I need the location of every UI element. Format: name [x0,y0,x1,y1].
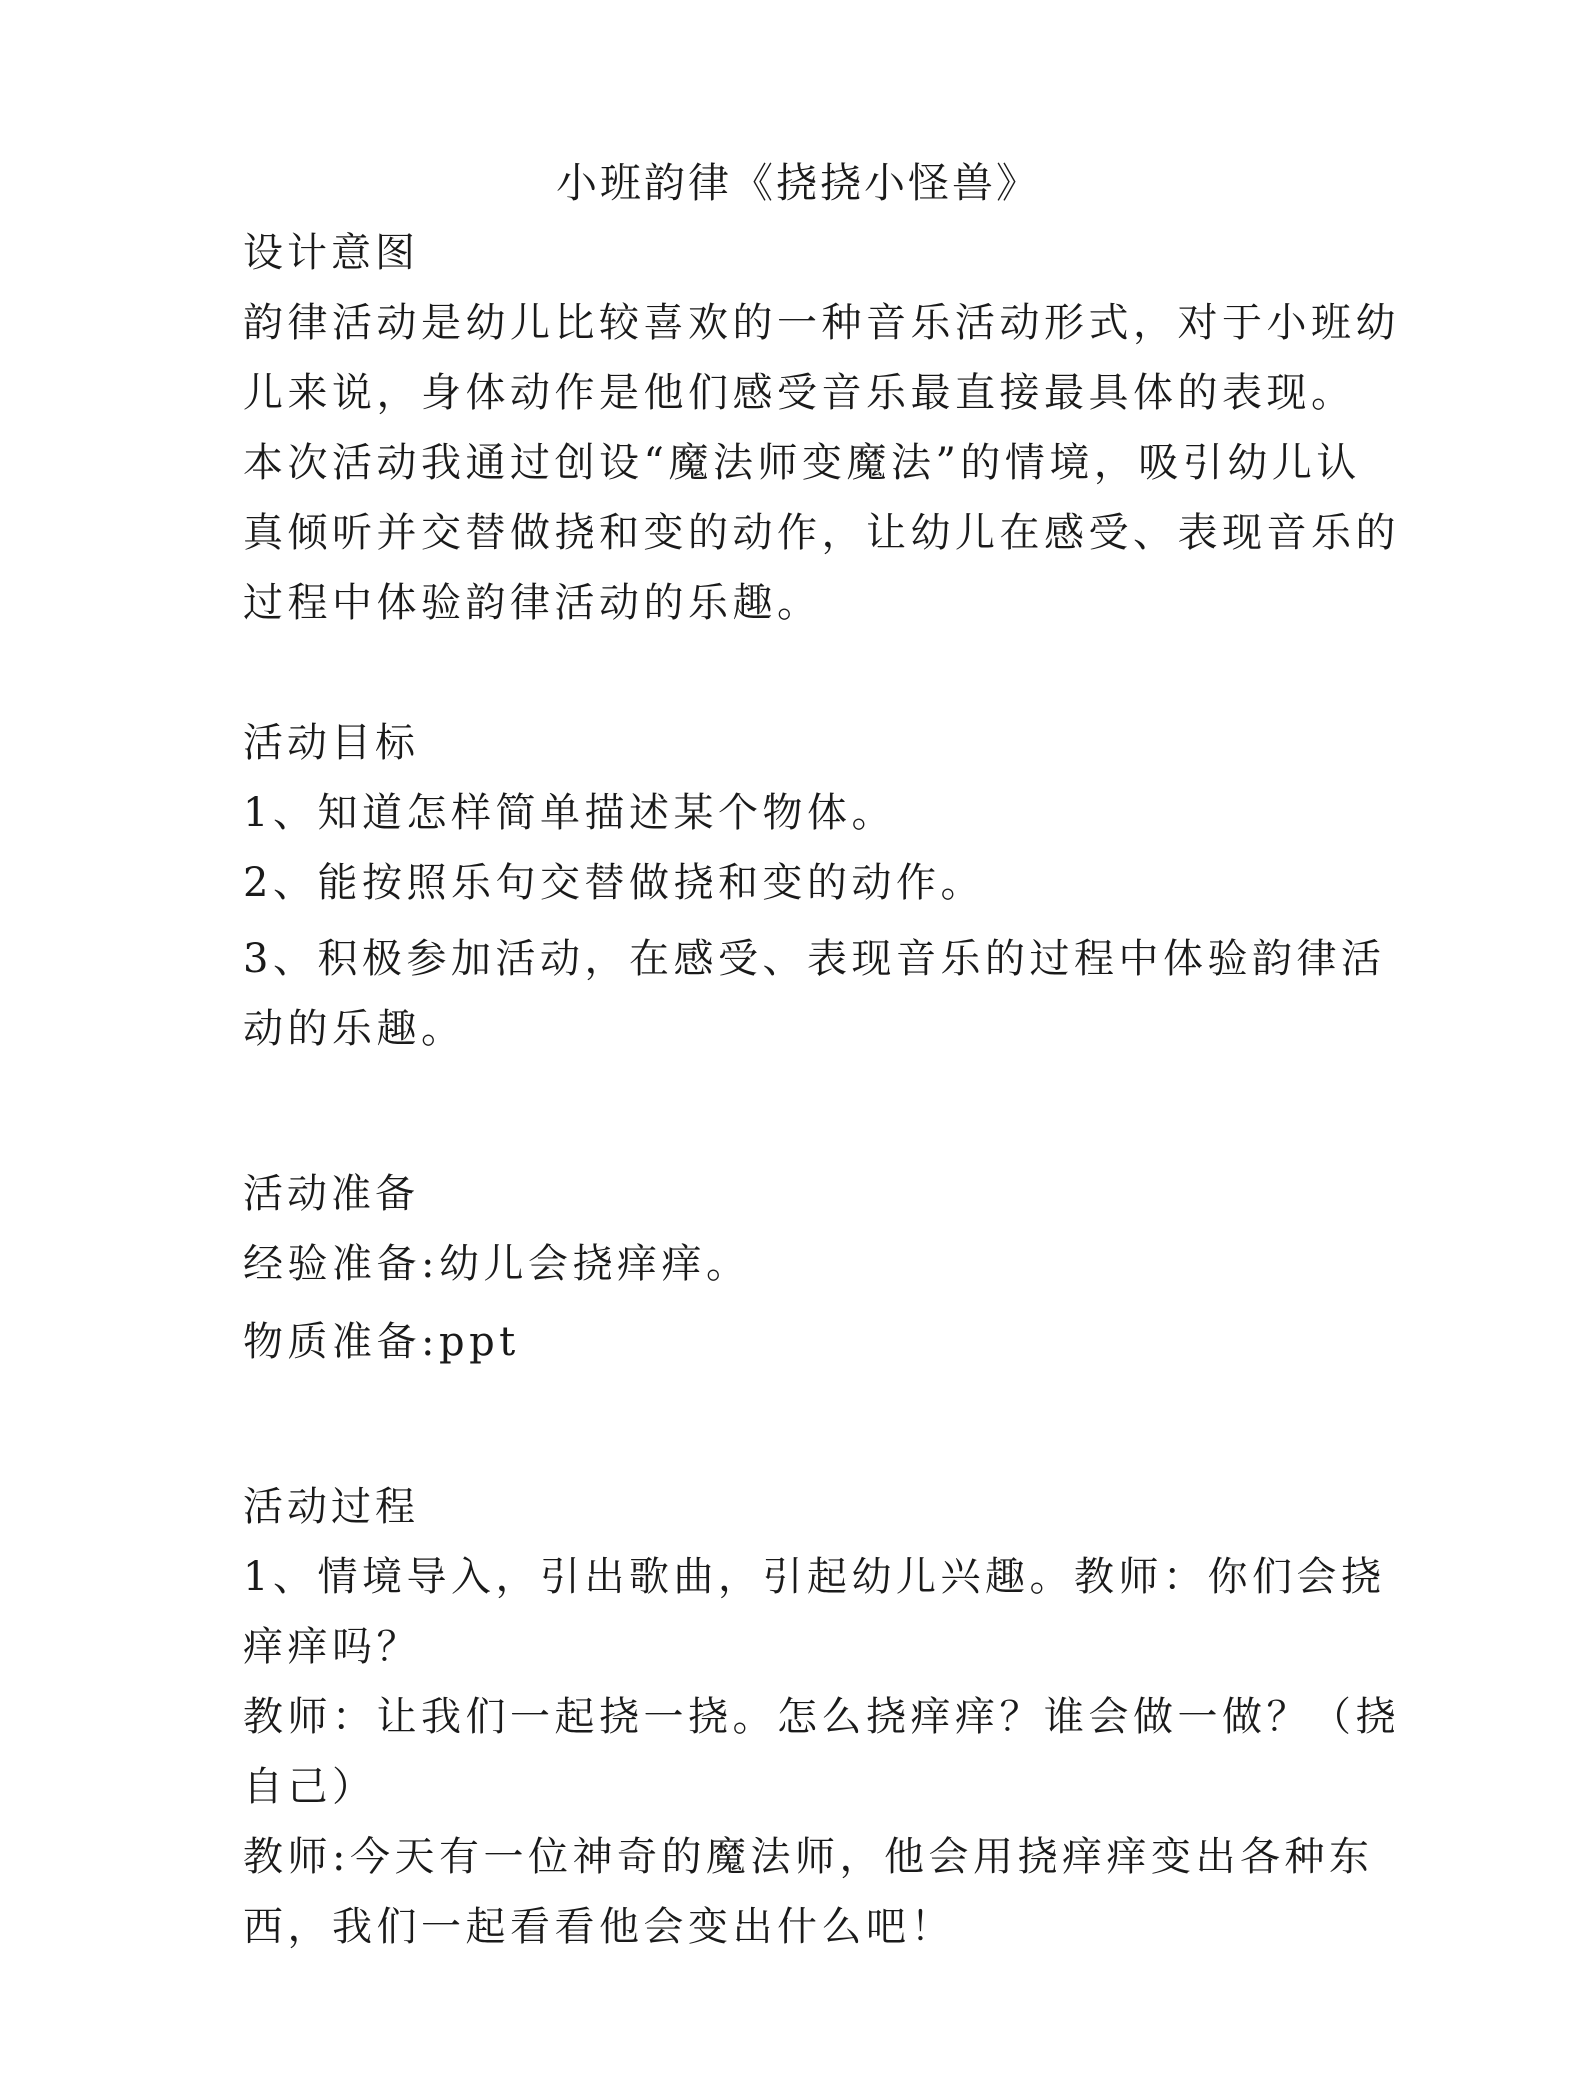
section-preparation [243,1159,1353,1377]
preparation-item: 经验准备:幼儿会挠痒痒。 [243,1241,751,1287]
paragraph-line: 过程中体验韵律活动的乐趣。 [243,580,822,626]
preparation-item: 物质准备:ppt [243,1319,520,1365]
section-design [243,218,1400,638]
section-heading-design: 设计意图 [243,230,419,276]
paragraph-line: 韵律活动是幼儿比较喜欢的一种音乐活动形式，对于小班幼 [243,300,1400,346]
paragraph-line: 儿来说，身体动作是他们感受音乐最直接最具体的表现。 [243,370,1356,416]
goal-item: 1、知道怎样简单描述某个物体。 [243,790,896,836]
section-spacer [243,638,1353,708]
paragraph-line: 教师:今天有一位神奇的魔法师，他会用挠痒痒变出各种东 [243,1834,1374,1880]
document-page [243,148,1400,1962]
section-heading-preparation: 活动准备 [243,1171,419,1217]
section-heading-process: 活动过程 [243,1484,419,1530]
paragraph-line: 本次活动我通过创设“魔法师变魔法”的情境，吸引幼儿认 [243,440,1361,486]
paragraph-line: 痒痒吗？ [243,1624,421,1670]
paragraph-line: 自己） [243,1764,377,1810]
section-goals [243,708,1386,1064]
paragraph-line: 真倾听并交替做挠和变的动作，让幼儿在感受、表现音乐的 [243,510,1400,556]
section-heading-goals: 活动目标 [243,720,419,766]
paragraph-line: 1、情境导入，引出歌曲，引起幼儿兴趣。教师：你们会挠 [243,1554,1386,1600]
section-spacer [243,1064,1353,1159]
goal-item-continued: 动的乐趣。 [243,1006,466,1052]
section-spacer [243,1377,1353,1472]
document-title: 小班韵律《挠挠小怪兽》 [556,159,1040,207]
section-process [243,1472,1400,1962]
goal-item: 3、积极参加活动，在感受、表现音乐的过程中体验韵律活 [243,936,1386,982]
paragraph-line: 西，我们一起看看他会变出什么吧！ [243,1904,955,1950]
paragraph-line: 教师：让我们一起挠一挠。怎么挠痒痒？谁会做一做？（挠 [243,1694,1400,1740]
goal-item: 2、能按照乐句交替做挠和变的动作。 [243,860,985,906]
